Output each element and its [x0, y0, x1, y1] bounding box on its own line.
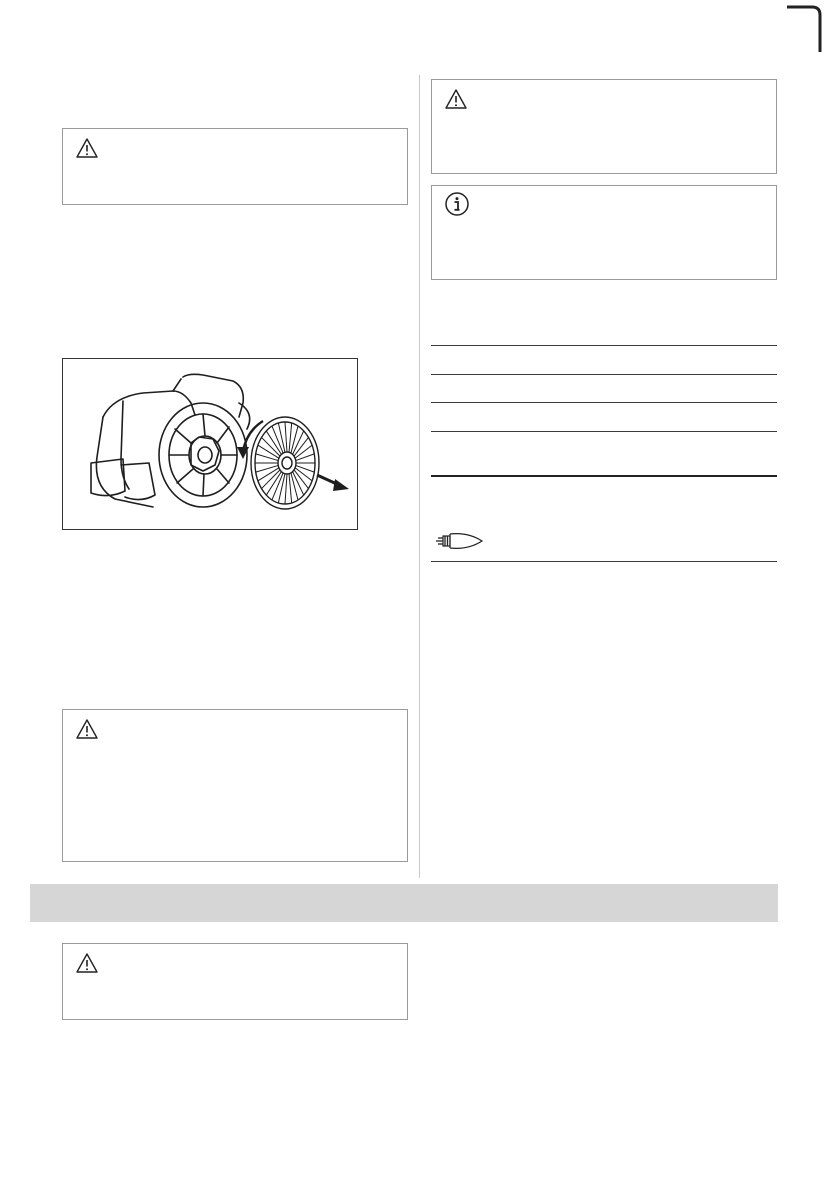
table-rule-6	[431, 561, 777, 562]
table-rule-3	[431, 402, 777, 403]
column-divider	[419, 75, 420, 878]
filter-spoke	[291, 473, 298, 500]
table-rule-4	[431, 431, 777, 432]
warning-icon	[75, 137, 99, 159]
filter-spoke	[289, 423, 292, 452]
info-box	[431, 185, 777, 280]
filter-spoke	[285, 474, 287, 504]
filter-spoke	[285, 422, 287, 452]
warning-box-1	[62, 128, 408, 205]
warning-icon	[75, 718, 99, 740]
warning-box-3	[431, 79, 777, 174]
warning-icon	[444, 88, 468, 110]
filter-spoke	[278, 423, 285, 452]
light-bulb-icon	[434, 530, 486, 552]
filter-spoke	[278, 474, 285, 503]
filter-spoke	[256, 454, 278, 461]
filter-spoke	[291, 426, 298, 453]
filter-removal-illustration	[62, 358, 358, 530]
fan-motor-drawing	[63, 359, 357, 529]
filter-spoke	[289, 474, 292, 503]
table-rule-2	[431, 374, 777, 375]
warning-box-2	[62, 709, 408, 862]
warning-icon	[75, 952, 99, 974]
table-rule-1	[431, 345, 777, 346]
page-corner-mark	[782, 0, 826, 55]
filter-spoke	[296, 465, 314, 472]
filter-spoke	[256, 465, 278, 472]
info-icon	[444, 191, 470, 217]
filter-spoke	[296, 454, 314, 461]
section-heading-band	[30, 884, 778, 922]
table-rule-5	[431, 475, 777, 477]
warning-box-4	[62, 943, 408, 1020]
